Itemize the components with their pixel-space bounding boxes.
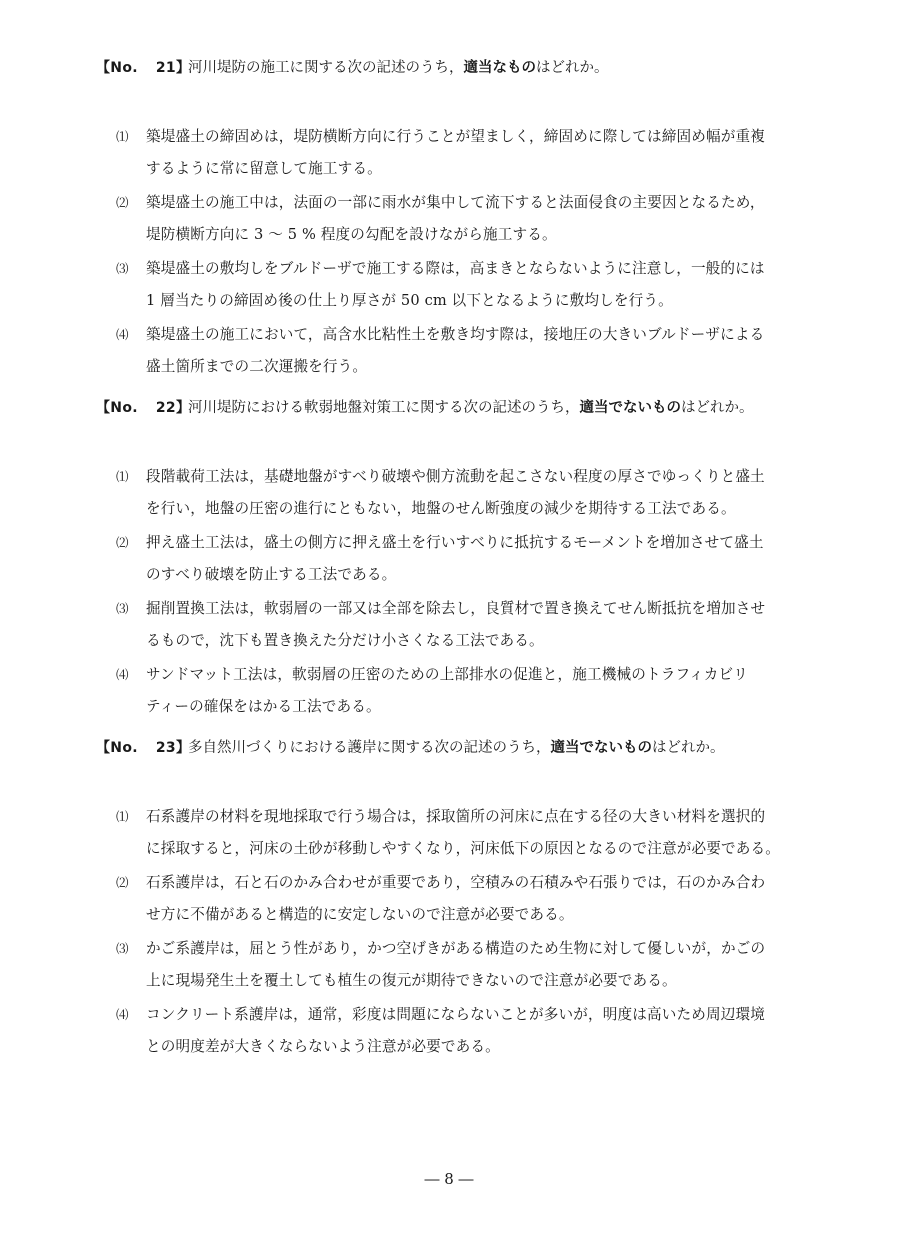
option-number: ⑵ — [116, 875, 129, 890]
option-3 — [96, 593, 816, 657]
question-emphasis: 適当なもの — [463, 60, 536, 76]
option-number: ⑵ — [116, 195, 129, 210]
option-text-line: 掘削置換工法は，軟弱層の一部又は全部を除去し，良質材で置き換えてせん断抵抗を増加させ — [146, 600, 766, 617]
question-header — [96, 397, 816, 419]
option-text-line: せ方に不備があると構造的に安定しないので注意が必要である。 — [146, 906, 574, 923]
option-text-line: 石系護岸は，石と石のかみ合わせが重要であり，空積みの石積みや石張りでは，石のかみ合わ — [146, 874, 766, 891]
question-emphasis: 適当でないもの — [550, 740, 652, 756]
question-text-end: はどれか。 — [536, 60, 609, 76]
option-number: ⑷ — [116, 1007, 129, 1022]
option-text-line: 石系護岸の材料を現地採取で行う場合は，採取箇所の河床に点在する径の大きい材料を選択的 — [146, 808, 766, 825]
option-1 — [96, 121, 816, 185]
question-number: 【No. 23】 — [96, 740, 191, 756]
option-4 — [96, 659, 816, 723]
option-text-line: ティーの確保をはかる工法である。 — [146, 698, 381, 715]
option-text-line: サンドマット工法は，軟弱層の圧密のための上部排水の促進と，施工機械のトラフィカビリ — [146, 666, 749, 683]
option-text-line: 押え盛土工法は，盛土の側方に押え盛土を行いすべりに抵抗するモーメントを増加させて盛土 — [146, 534, 764, 551]
option-text-line: 段階載荷工法は，基礎地盤がすべり破壊や側方流動を起こさない程度の厚さでゆっくりと盛土 — [146, 468, 765, 485]
option-number: ⑶ — [116, 601, 129, 616]
option-list — [96, 801, 816, 1063]
question-text: 河川堤防における軟弱地盤対策工に関する次の記述のうち， — [188, 400, 580, 416]
option-number: ⑷ — [116, 327, 129, 342]
option-4 — [96, 319, 816, 383]
option-number: ⑶ — [116, 941, 129, 956]
option-list — [96, 461, 816, 723]
option-text-line: 築堤盛土の締固めは，堤防横断方向に行うことが望ましく，締固めに際しては締固め幅が重複 — [146, 128, 765, 145]
option-text-line: 築堤盛土の施工において，高含水比粘性土を敷き均す際は，接地圧の大きいブルドーザによる — [146, 326, 765, 343]
option-text-line: するように常に留意して施工する。 — [146, 160, 382, 177]
option-2 — [96, 527, 816, 591]
question-emphasis: 適当でないもの — [579, 400, 681, 416]
option-number: ⑴ — [116, 129, 129, 144]
option-number: ⑵ — [116, 535, 129, 550]
option-3 — [96, 933, 816, 997]
option-1 — [96, 801, 816, 865]
question-22 — [96, 397, 816, 725]
question-number: 【No. 22】 — [96, 400, 191, 416]
option-list — [96, 121, 816, 383]
option-2 — [96, 187, 816, 251]
question-header — [96, 737, 816, 759]
option-text-line: 1 層当たりの締固め後の仕上り厚さが 50 cm 以下となるように敷均しを行う。 — [146, 292, 673, 309]
question-text: 多自然川づくりにおける護岸に関する次の記述のうち， — [188, 740, 551, 756]
option-text-line: 盛土箇所までの二次運搬を行う。 — [146, 358, 368, 375]
question-header — [96, 57, 816, 79]
option-number: ⑷ — [116, 667, 129, 682]
option-text-line: との明度差が大きくならないよう注意が必要である。 — [146, 1038, 500, 1055]
option-text-line: 上に現場発生土を覆土しても植生の復元が期待できないので注意が必要である。 — [146, 972, 677, 989]
option-text-line: 築堤盛土の敷均しをブルドーザで施工する際は，高まきとならないように注意し，一般的には — [146, 260, 765, 277]
option-number: ⑴ — [116, 809, 129, 824]
question-text-end: はどれか。 — [681, 400, 754, 416]
option-text-line: に採取すると，河床の土砂が移動しやすくなり，河床低下の原因となるので注意が必要である。 — [146, 840, 780, 857]
question-text-end: はどれか。 — [652, 740, 725, 756]
option-text-line: かご系護岸は，屈とう性があり，かつ空げきがある構造のため生物に対して優しいが，かごの — [146, 940, 766, 957]
option-3 — [96, 253, 816, 317]
option-1 — [96, 461, 816, 525]
option-text-line: コンクリート系護岸は，通常，彩度は問題にならないことが多いが，明度は高いため周辺環境 — [146, 1006, 765, 1023]
question-21 — [96, 57, 816, 385]
option-number: ⑴ — [116, 469, 129, 484]
question-text: 河川堤防の施工に関する次の記述のうち， — [188, 60, 464, 76]
option-text-line: 堤防横断方向に 3 ～ 5 % 程度の勾配を設けながら施工する。 — [146, 226, 557, 243]
option-2 — [96, 867, 816, 931]
question-23 — [96, 737, 816, 1065]
page-number: ― 8 ― — [424, 1170, 474, 1188]
option-text-line: るもので，沈下も置き換えた分だけ小さくなる工法である。 — [146, 632, 544, 649]
option-text-line: を行い，地盤の圧密の進行にともない，地盤のせん断強度の減少を期待する工法である。 — [146, 500, 736, 517]
option-number: ⑶ — [116, 261, 129, 276]
option-4 — [96, 999, 816, 1063]
option-text-line: 築堤盛土の施工中は，法面の一部に雨水が集中して流下すると法面侵食の主要因となるため， — [146, 194, 765, 211]
option-text-line: のすべり破壊を防止する工法である。 — [146, 566, 397, 583]
question-number: 【No. 21】 — [96, 60, 191, 76]
